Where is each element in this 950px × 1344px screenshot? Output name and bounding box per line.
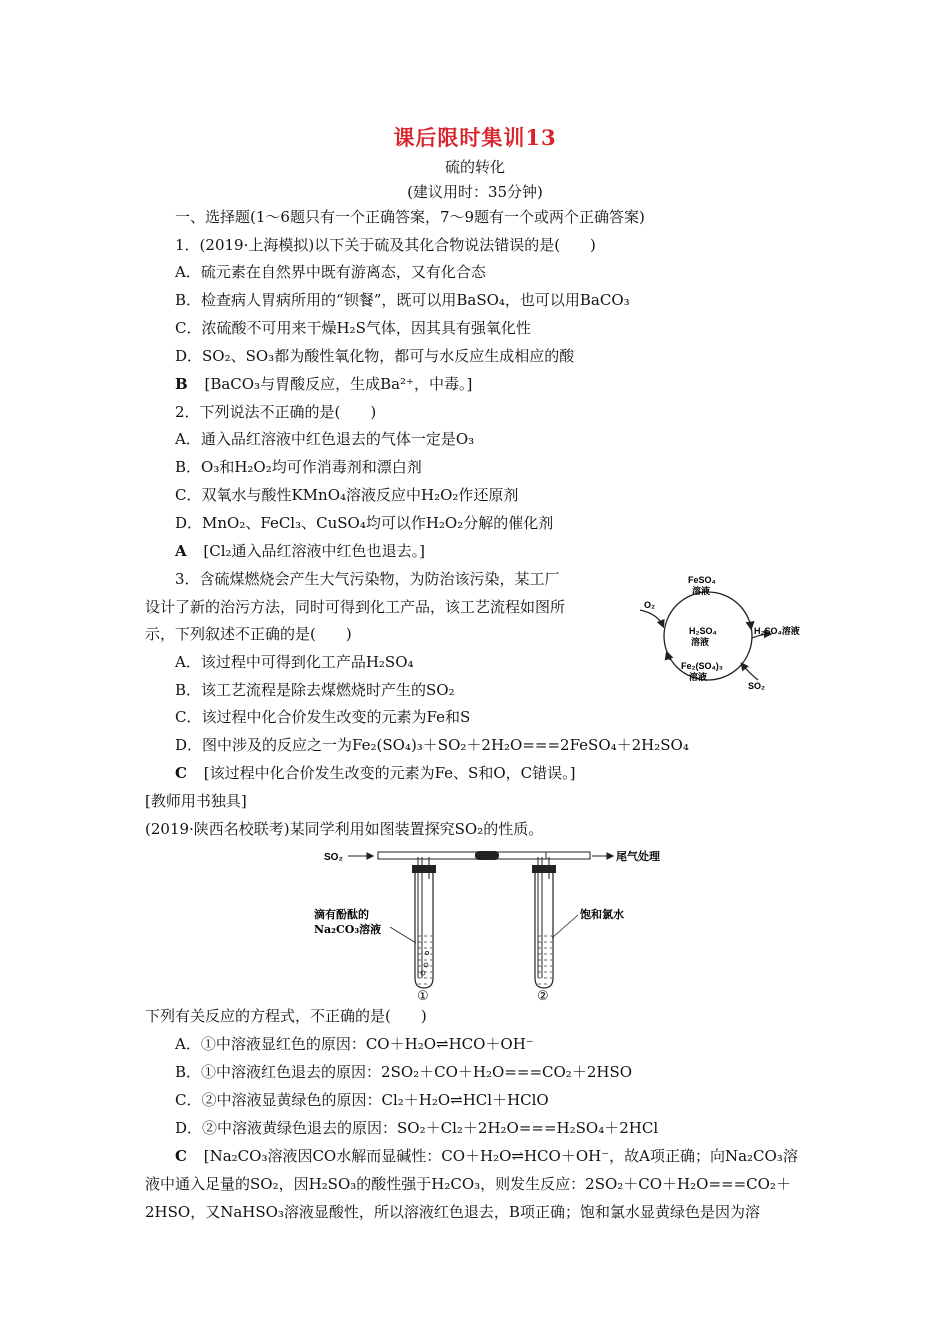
q4-answer: C	[175, 1147, 187, 1165]
q4-option-a: A．①中溶液显红色的原因：CO＋H₂O⇌HCO＋OH⁻	[175, 1035, 534, 1053]
q3-option-a: A．该过程中可得到化工产品H₂SO₄	[175, 653, 414, 671]
q2-option-c: C．双氧水与酸性KMnO₄溶液反应中H₂O₂作还原剂	[175, 486, 519, 504]
q1-answer: B	[175, 375, 188, 393]
q4-option-c: C．②中溶液显黄绿色的原因：Cl₂＋H₂O⇌HCl＋HClO	[175, 1091, 549, 1109]
q4-explanation-line2: 液中通入足量的SO₂，因H₂SO₃的酸性强于H₂CO₃，则发生反应：2SO₂＋CO＋H₂O===CO₂＋	[145, 1175, 791, 1193]
q4-explanation-line3: 2HSO，又NaHSO₃溶液显酸性，所以溶液红色退去，B项正确；饱和氯水显黄绿色是因为溶	[145, 1203, 760, 1221]
rubber-connector	[475, 851, 499, 860]
q1-answer-line	[175, 374, 472, 394]
stopper-1	[412, 865, 436, 873]
leader-line-2	[552, 915, 578, 938]
label-chlorine-water: 饱和氯水	[580, 908, 624, 921]
label-tube-2: ②	[537, 989, 549, 1001]
label-phenolphthalein: 滴有酚酞的	[314, 908, 369, 921]
q4-explanation-line1: [Na₂CO₃溶液因CO水解而显碱性：CO＋H₂O⇌HCO＋OH⁻，故A项正确；向Na₂CO₃溶	[203, 1147, 798, 1165]
so2-in-arrow	[742, 664, 758, 680]
sulfur-cycle-diagram	[630, 568, 810, 698]
time-note: (建议用时：35分钟)	[407, 183, 543, 201]
label-h2so4: H₂SO₄	[689, 626, 717, 636]
q2-stem: 2．下列说法不正确的是( )	[175, 403, 377, 421]
q1-option-d: D．SO₂、SO₃都为酸性氧化物，都可与水反应生成相应的酸	[175, 347, 575, 365]
q4-answer-line	[175, 1146, 798, 1166]
q1-explanation: [BaCO₃与胃酸反应，生成Ba²⁺，中毒。]	[204, 375, 473, 393]
q4-option-d: D．②中溶液黄绿色退去的原因：SO₂＋Cl₂＋2H₂O===H₂SO₄＋2HCl	[175, 1119, 659, 1137]
section-heading: 一、选择题(1～6题只有一个正确答案，7～9题有一个或两个正确答案)	[175, 208, 645, 226]
label-so2-in: SO₂	[324, 852, 343, 863]
q2-option-b: B．O₃和H₂O₂均可作消毒剂和漂白剂	[175, 458, 422, 476]
teacher-note: [教师用书独具]	[145, 792, 247, 810]
q1-option-b: B．检查病人胃病所用的“钡餐”，既可以用BaSO₄，也可以用BaCO₃	[175, 291, 630, 309]
label-o2: O₂	[644, 600, 655, 610]
q3-explanation: [该过程中化合价发生改变的元素为Fe、S和O，C错误。]	[203, 764, 576, 782]
page-subtitle: 硫的转化	[444, 158, 505, 176]
label-feso4-solution: 溶液	[692, 586, 711, 596]
q3-answer: C	[175, 764, 187, 782]
q1-stem: 1．(2019·上海模拟)以下关于硫及其化合物说法错误的是( )	[175, 236, 596, 254]
q1-option-c: C．浓硫酸不可用来干燥H₂S气体，因其具有强氧化性	[175, 319, 531, 337]
so2-apparatus-diagram	[310, 843, 690, 1001]
label-fe2so43: Fe₂(SO₄)₃	[681, 661, 723, 671]
q3-option-c: C．该过程中化合价发生改变的元素为Fe和S	[175, 708, 471, 726]
q3-stem-line3: 示，下列叙述不正确的是( )	[145, 625, 352, 643]
label-feso4: FeSO₄	[688, 575, 716, 585]
label-h2so4-solution: 溶液	[691, 637, 710, 647]
q3-option-b: B．该工艺流程是除去煤燃烧时产生的SO₂	[175, 681, 455, 699]
label-fe2so43-solution: 溶液	[689, 672, 708, 682]
outlet-tube	[546, 852, 590, 859]
q3-stem-line2: 设计了新的治污方法，同时可得到化工产品，该工艺流程如图所	[145, 598, 566, 616]
q3-answer-line	[175, 763, 575, 783]
o2-arrow	[640, 610, 663, 626]
inlet-tube	[378, 852, 478, 859]
label-tail-gas: 尾气处理	[616, 850, 660, 863]
q4-stem: 下列有关反应的方程式，不正确的是( )	[145, 1007, 427, 1025]
q4-intro: (2019·陕西名校联考)某同学利用如图装置探究SO₂的性质。	[145, 820, 544, 838]
label-so2: SO₂	[748, 681, 766, 691]
q2-answer: A	[175, 542, 187, 560]
q2-option-d: D．MnO₂、FeCl₃、CuSO₄均可以作H₂O₂分解的催化剂	[175, 514, 554, 532]
stopper-2	[532, 865, 556, 873]
q3-option-d: D．图中涉及的反应之一为Fe₂(SO₄)₃＋SO₂＋2H₂O===2FeSO₄＋2H₂SO₄	[175, 736, 689, 754]
label-tube-1: ①	[417, 989, 429, 1001]
q1-option-a: A．硫元素在自然界中既有游离态，又有化合态	[175, 263, 486, 281]
q2-answer-line	[175, 541, 425, 561]
label-h2so4-out: H₂SO₄溶液	[754, 626, 800, 636]
q2-option-a: A．通入品红溶液中红色退去的气体一定是O₃	[175, 430, 475, 448]
page-title: 课后限时集训13	[393, 125, 557, 150]
q4-option-b: B．①中溶液红色退去的原因：2SO₂＋CO＋H₂O===CO₂＋2HSO	[175, 1063, 633, 1081]
leader-line-1	[390, 927, 416, 943]
q2-explanation: [Cl₂通入品红溶液中红色也退去。]	[203, 542, 425, 560]
q3-stem-line1: 3．含硫煤燃烧会产生大气污染物，为防治该污染，某工厂	[175, 570, 560, 588]
label-na2co3: Na₂CO₃溶液	[314, 923, 382, 936]
